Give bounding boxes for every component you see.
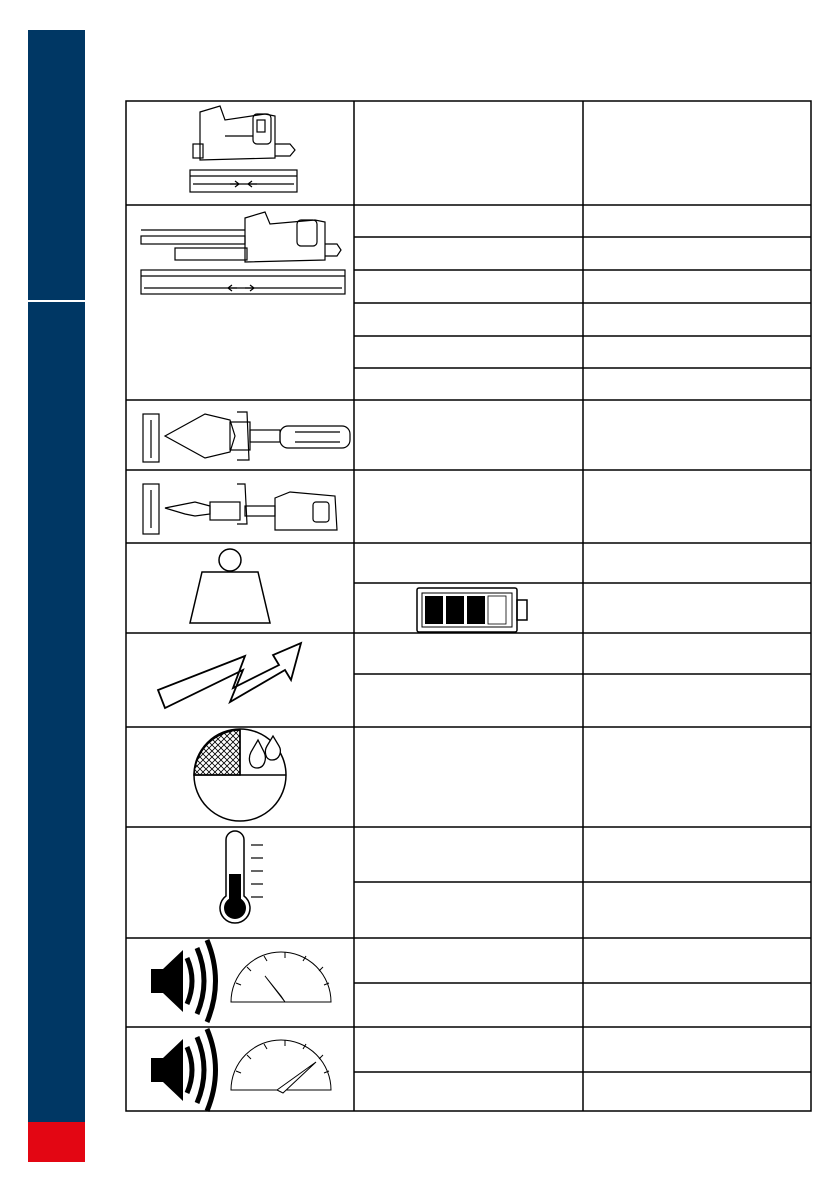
open-length-icon [141, 212, 345, 294]
closed-length-icon [190, 106, 297, 192]
battery-cell [446, 596, 464, 624]
battery-icon [417, 588, 527, 632]
battery-cell [488, 596, 506, 624]
sidebar-divider [28, 300, 85, 302]
spreading-opening-icon [143, 412, 350, 462]
battery-cell [467, 596, 485, 624]
force-arrow-icon [158, 643, 301, 708]
weight-icon [190, 549, 270, 623]
sidebar-red-block [28, 1122, 85, 1162]
thermometer-icon [220, 831, 263, 923]
cutting-opening-icon [143, 484, 337, 534]
sound-power-icon [151, 1029, 331, 1111]
ip-protection-icon [194, 729, 286, 821]
battery-cell [425, 596, 443, 624]
sound-pressure-icon [151, 940, 331, 1022]
sidebar-band [28, 30, 85, 1162]
spec-table [125, 100, 812, 1112]
